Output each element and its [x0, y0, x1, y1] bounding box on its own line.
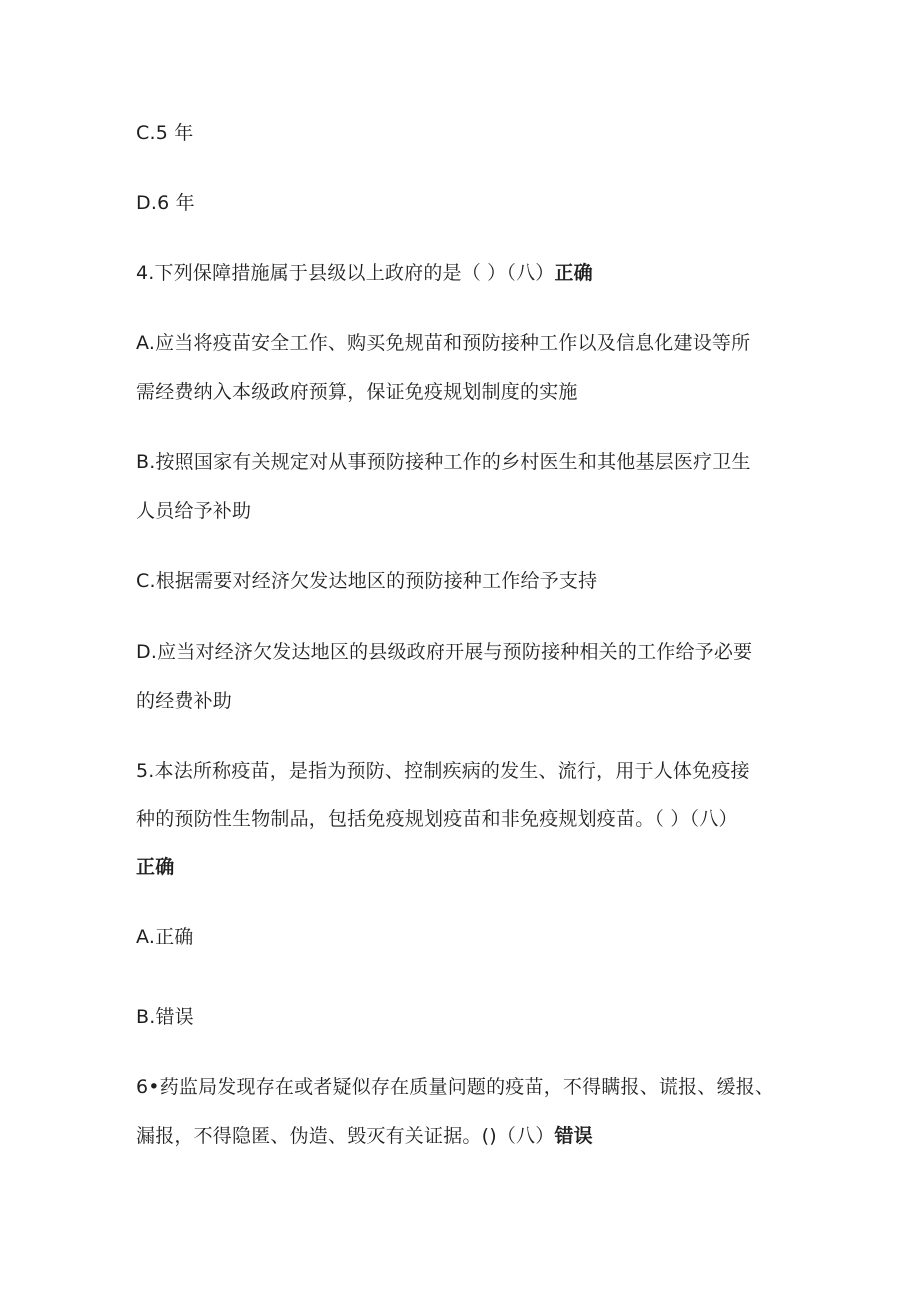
option-line: D.6 年	[136, 192, 195, 214]
option-line: C.根据需要对经济欠发达地区的预防接种工作给予支持	[136, 570, 598, 592]
question-line: 4.下列保障措施属于县级以上政府的是（ ）（八）正确	[136, 262, 593, 284]
question-line: 漏报，不得隐匿、伪造、毁灭有关证据。()（八）错误	[136, 1125, 593, 1147]
option-line: 人员给予补助	[136, 500, 252, 522]
option-line: D.应当对经济欠发达地区的县级政府开展与预防接种相关的工作给予必要	[136, 641, 753, 663]
question-line: 种的预防性生物制品，包括免疫规划疫苗和非免疫规划疫苗。（ ）（八）	[136, 808, 738, 830]
question-line: 5.本法所称疫苗，是指为预防、控制疾病的发生、流行，用于人体免疫接	[136, 760, 750, 782]
option-line: A.应当将疫苗安全工作、购买免规苗和预防接种工作以及信息化建设等所	[136, 332, 751, 354]
option-line: C.5 年	[136, 122, 194, 144]
option-line: A.正确	[136, 926, 194, 948]
option-line: 需经费纳入本级政府预算，保证免疫规划制度的实施	[136, 381, 578, 403]
question-line: 6•药监局发现存在或者疑似存在质量问题的疫苗，不得瞒报、谎报、缓报、	[136, 1076, 775, 1098]
answer-label: 正确	[136, 856, 175, 878]
answer-label: 错误	[554, 1125, 593, 1147]
option-line: 的经费补助	[136, 690, 233, 712]
answer-line	[136, 855, 816, 879]
answer-label: 正确	[554, 262, 593, 284]
option-line: B.按照国家有关规定对从事预防接种工作的乡村医生和其他基层医疗卫生	[136, 451, 751, 473]
option-line: B.错误	[136, 1006, 194, 1028]
